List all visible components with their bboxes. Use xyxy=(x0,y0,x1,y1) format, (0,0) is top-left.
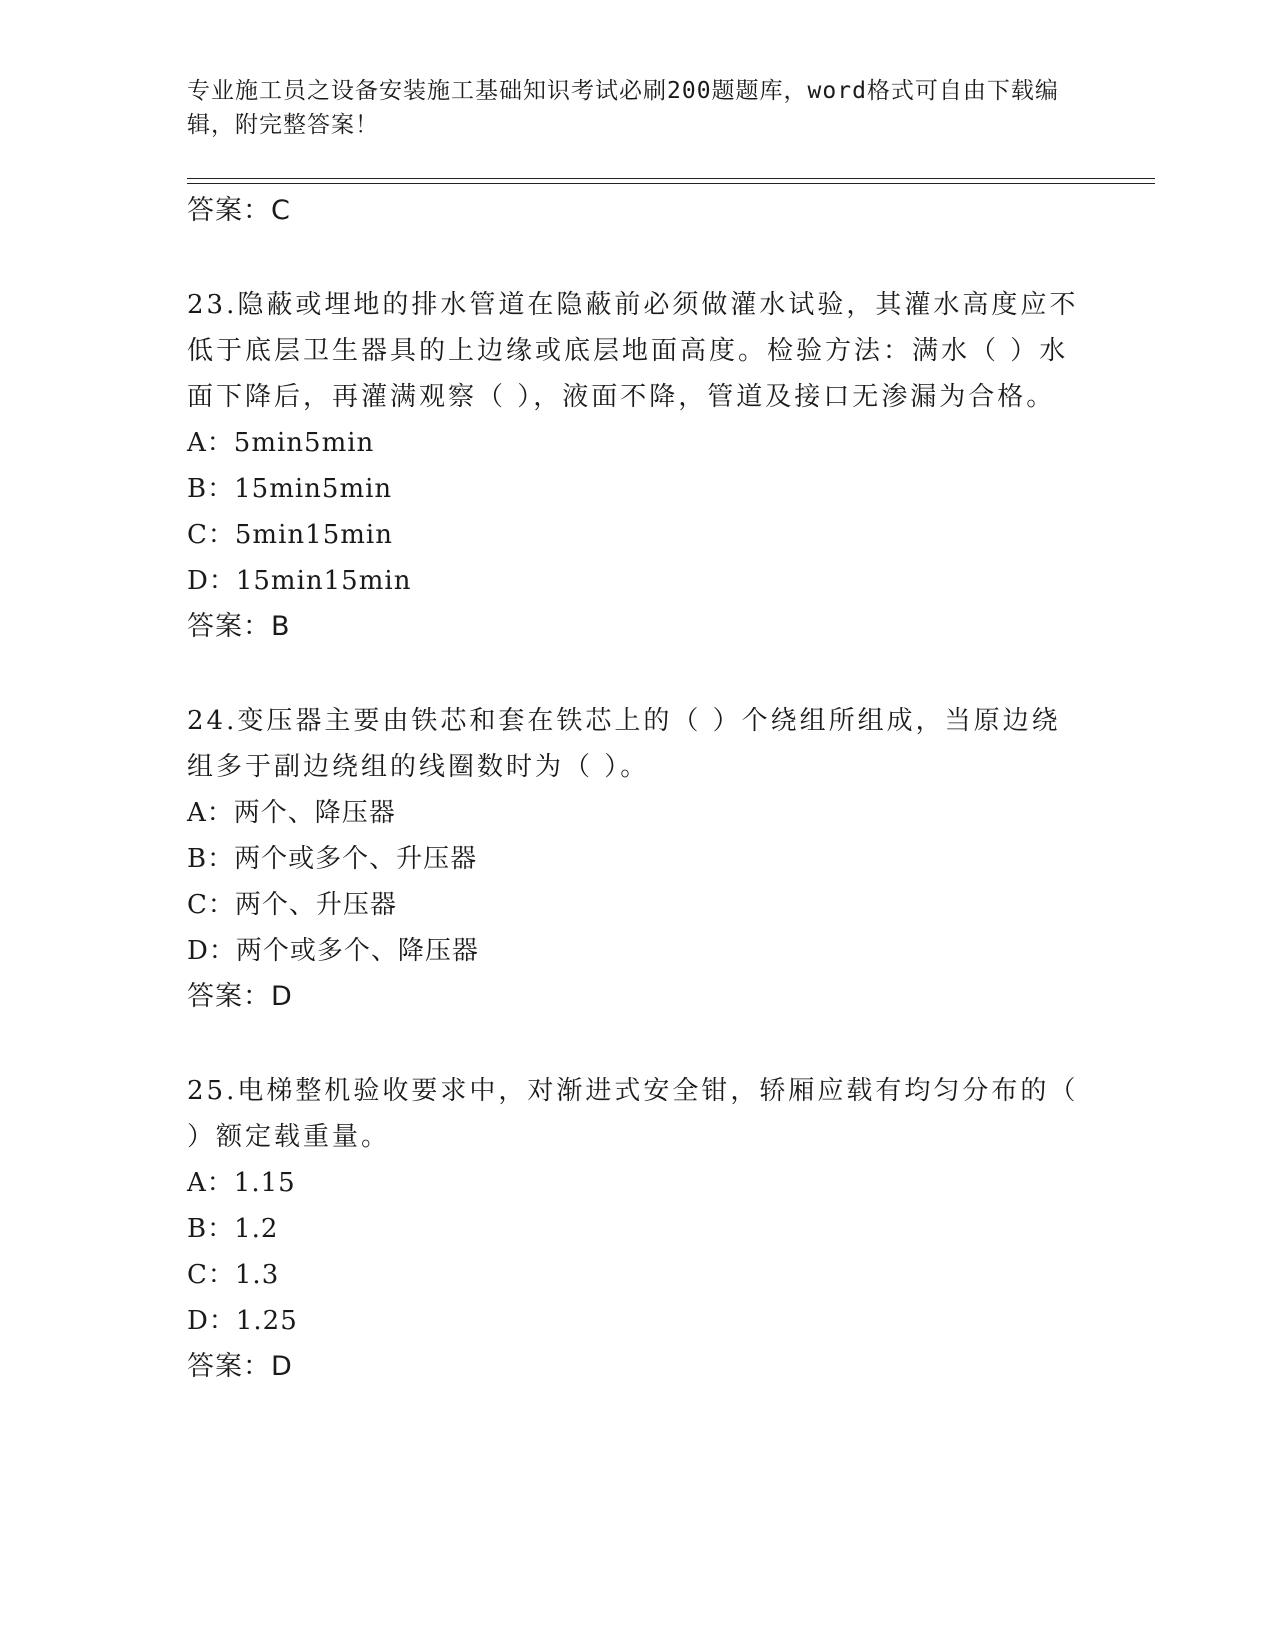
answer-line: 答案：D xyxy=(187,1351,293,1382)
question-25 xyxy=(187,1068,1087,1390)
option-c: C：1.3 xyxy=(187,1260,280,1290)
header-rule-bottom xyxy=(187,183,1155,184)
question-24 xyxy=(187,698,1087,1020)
header-rule-top xyxy=(187,178,1155,179)
option-d: D：1.25 xyxy=(187,1306,298,1336)
option-d: D：两个或多个、降压器 xyxy=(187,936,479,966)
question-stem: 25.电梯整机验收要求中，对渐进式安全钳，轿厢应载有均匀分布的（ ）额定载重量。 xyxy=(187,1076,1079,1152)
answer-line: 答案：B xyxy=(187,611,291,642)
option-d: D：15min15min xyxy=(187,566,412,596)
question-stem: 24.变压器主要由铁芯和套在铁芯上的（ ）个绕组所组成，当原边绕组多于副边绕组的线圈数时为（ ）。 xyxy=(187,706,1061,782)
option-b: B：1.2 xyxy=(187,1214,279,1244)
question-list xyxy=(187,188,1087,1390)
option-a: A：1.15 xyxy=(187,1168,296,1198)
option-b: B：15min5min xyxy=(187,474,393,504)
option-c: C：两个、升压器 xyxy=(187,890,397,920)
answer-line: 答案：C xyxy=(187,195,291,226)
option-b: B：两个或多个、升压器 xyxy=(187,844,478,874)
option-a: A：两个、降压器 xyxy=(187,798,396,828)
document-header: 专业施工员之设备安装施工基础知识考试必刷200题题库，word格式可自由下载编辑，附完整答案！ xyxy=(187,78,1059,138)
answer-line: 答案：D xyxy=(187,981,293,1012)
option-a: A：5min5min xyxy=(187,428,375,458)
question-23 xyxy=(187,282,1087,650)
option-c: C：5min15min xyxy=(187,520,393,550)
question-stem: 23.隐蔽或埋地的排水管道在隐蔽前必须做灌水试验，其灌水高度应不低于底层卫生器具的上边缘或底层地面高度。检验方法：满水（ ）水面下降后，再灌满观察（ ），液面不降，管道及接口无渗漏为合格。 xyxy=(187,290,1079,412)
